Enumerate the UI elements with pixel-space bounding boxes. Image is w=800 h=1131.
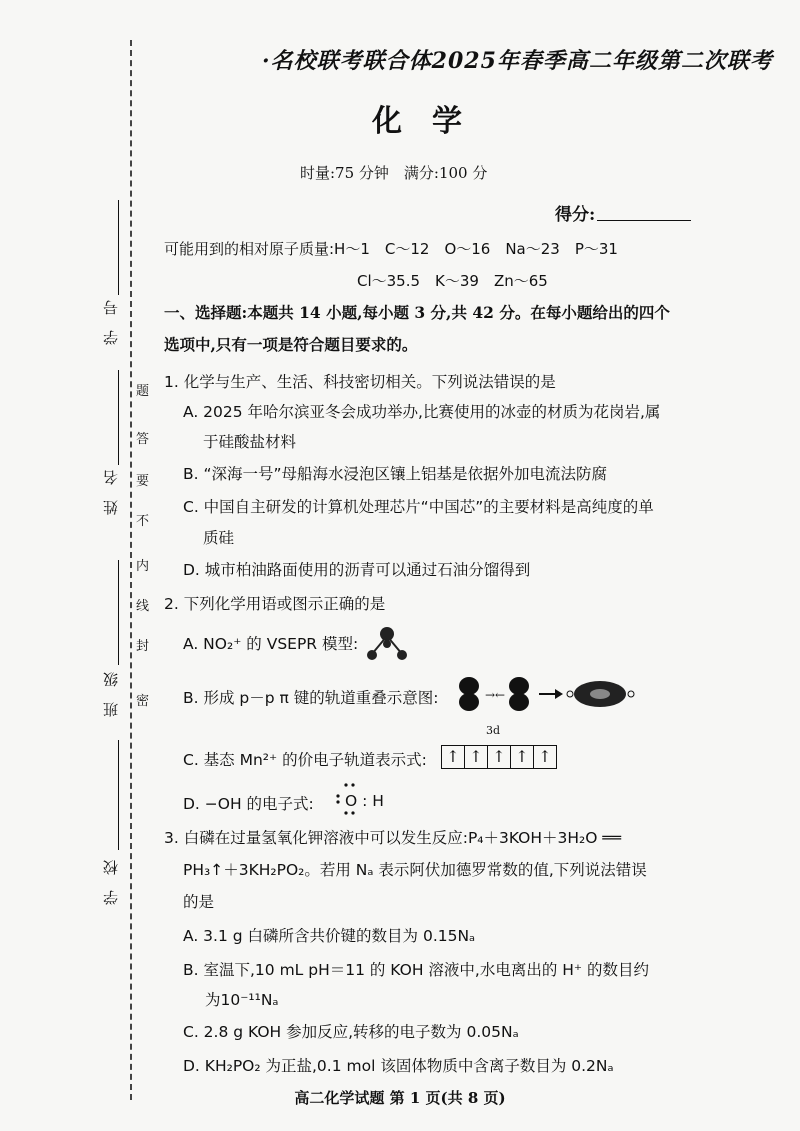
q1-option-b: B. “深海一号”母船海水浸泡区镶上铝基是依据外加电流法防腐	[183, 465, 608, 483]
school-blank[interactable]	[118, 740, 120, 850]
q2-option-b: B. 形成 p－p π 键的轨道重叠示意图:	[183, 689, 439, 707]
seal-char: 题	[136, 384, 150, 399]
q3-option-d: D. KH₂PO₂ 为正盐,0.1 mol 该固体物质中含离子数目为 0.2Nₐ	[183, 1057, 614, 1075]
score-label: 得分:	[555, 205, 596, 225]
section-heading: 一、选择题:本题共 14 小题,每小题 3 分,共 42 分。在每小题给出的四个	[164, 303, 670, 322]
q3-stem: 3. 白磷在过量氢氧化钾溶液中可以发生反应:P₄＋3KOH＋3H₂O ══	[164, 829, 622, 847]
q2-option-a: A. NO₂⁺ 的 VSEPR 模型:	[183, 635, 359, 653]
class-blank[interactable]	[118, 560, 120, 665]
orbital-overlap-icon	[455, 676, 645, 712]
seal-char: 不	[136, 514, 150, 529]
q3-option-a: A. 3.1 g 白磷所含共价键的数目为 0.15Nₐ	[183, 927, 476, 945]
q3-option-b-cont: 为10⁻¹¹Nₐ	[205, 991, 279, 1009]
orbital-cell: ↑	[488, 746, 511, 768]
name-label: 姓 名	[102, 470, 120, 515]
name-blank[interactable]	[118, 370, 120, 465]
seal-char: 内	[136, 559, 150, 574]
q3-option-b: B. 室温下,10 mL pH＝11 的 KOH 溶液中,水电离出的 H⁺ 的数目约	[183, 961, 650, 979]
time-score-info: 时量:75 分钟 满分:100 分	[300, 164, 488, 182]
seal-char: 封	[136, 639, 150, 654]
section-heading-cont: 选项中,只有一项是符合题目要求的。	[164, 335, 418, 354]
seal-char: 线	[136, 599, 150, 614]
q3-option-c: C. 2.8 g KOH 参加反应,转移的电子数为 0.05Nₐ	[183, 1023, 519, 1041]
oh-electron-formula: O : H	[345, 792, 384, 810]
lone-pair-dots-icon	[335, 782, 365, 816]
q2-option-d: D. −OH 的电子式:	[183, 795, 314, 813]
q1-option-a-cont: 于硅酸盐材料	[203, 433, 297, 451]
binding-dashed-line	[130, 40, 132, 1100]
seal-char: 答	[136, 432, 150, 447]
vsepr-model-icon	[362, 622, 412, 664]
q1-option-a: A. 2025 年哈尔滨亚冬会成功举办,比赛使用的冰壶的材质为花岗岩,属	[183, 403, 661, 421]
orbital-diagram	[441, 745, 557, 769]
orbital-cell: ↑	[511, 746, 534, 768]
q2-option-c: C. 基态 Mn²⁺ 的价电子轨道表示式:	[183, 751, 427, 769]
q1-option-c-cont: 质硅	[203, 529, 235, 547]
school-label: 学 校	[102, 860, 120, 905]
q2-stem: 2. 下列化学用语或图示正确的是	[164, 595, 386, 613]
svg-text:→←: →←	[485, 688, 506, 702]
atomic-mass-line-1: 可能用到的相对原子质量:H～1 C～12 O～16 Na～23 P～31	[164, 240, 618, 258]
exam-title: ·名校联考联合体2025年春季高二年级第二次联考	[262, 48, 773, 74]
class-label: 班 级	[102, 672, 120, 717]
q1-option-d: D. 城市柏油路面使用的沥青可以通过石油分馏得到	[183, 561, 531, 579]
student-no-blank[interactable]	[118, 200, 120, 295]
score-blank[interactable]	[597, 220, 691, 221]
orbital-3d-label: 3d	[486, 724, 501, 737]
q1-stem: 1. 化学与生产、生活、科技密切相关。下列说法错误的是	[164, 373, 556, 391]
seal-char: 要	[136, 474, 150, 489]
q3-stem-cont-2: 的是	[183, 893, 215, 911]
page-footer: 高二化学试题 第 1 页(共 8 页)	[294, 1089, 506, 1107]
q1-option-c: C. 中国自主研发的计算机处理芯片“中国芯”的主要材料是高纯度的单	[183, 498, 654, 516]
seal-char: 密	[136, 694, 150, 709]
orbital-cell: ↑	[465, 746, 488, 768]
student-no-label: 学 号	[102, 300, 120, 345]
q3-stem-cont: PH₃↑＋3KH₂PO₂。若用 Nₐ 表示阿伏加德罗常数的值,下列说法错误	[183, 861, 647, 879]
orbital-cell: ↑	[538, 747, 552, 766]
subject-title: 化学	[372, 104, 492, 139]
orbital-cell: ↑	[442, 746, 465, 768]
atomic-mass-line-2: Cl～35.5 K～39 Zn～65	[357, 272, 548, 290]
